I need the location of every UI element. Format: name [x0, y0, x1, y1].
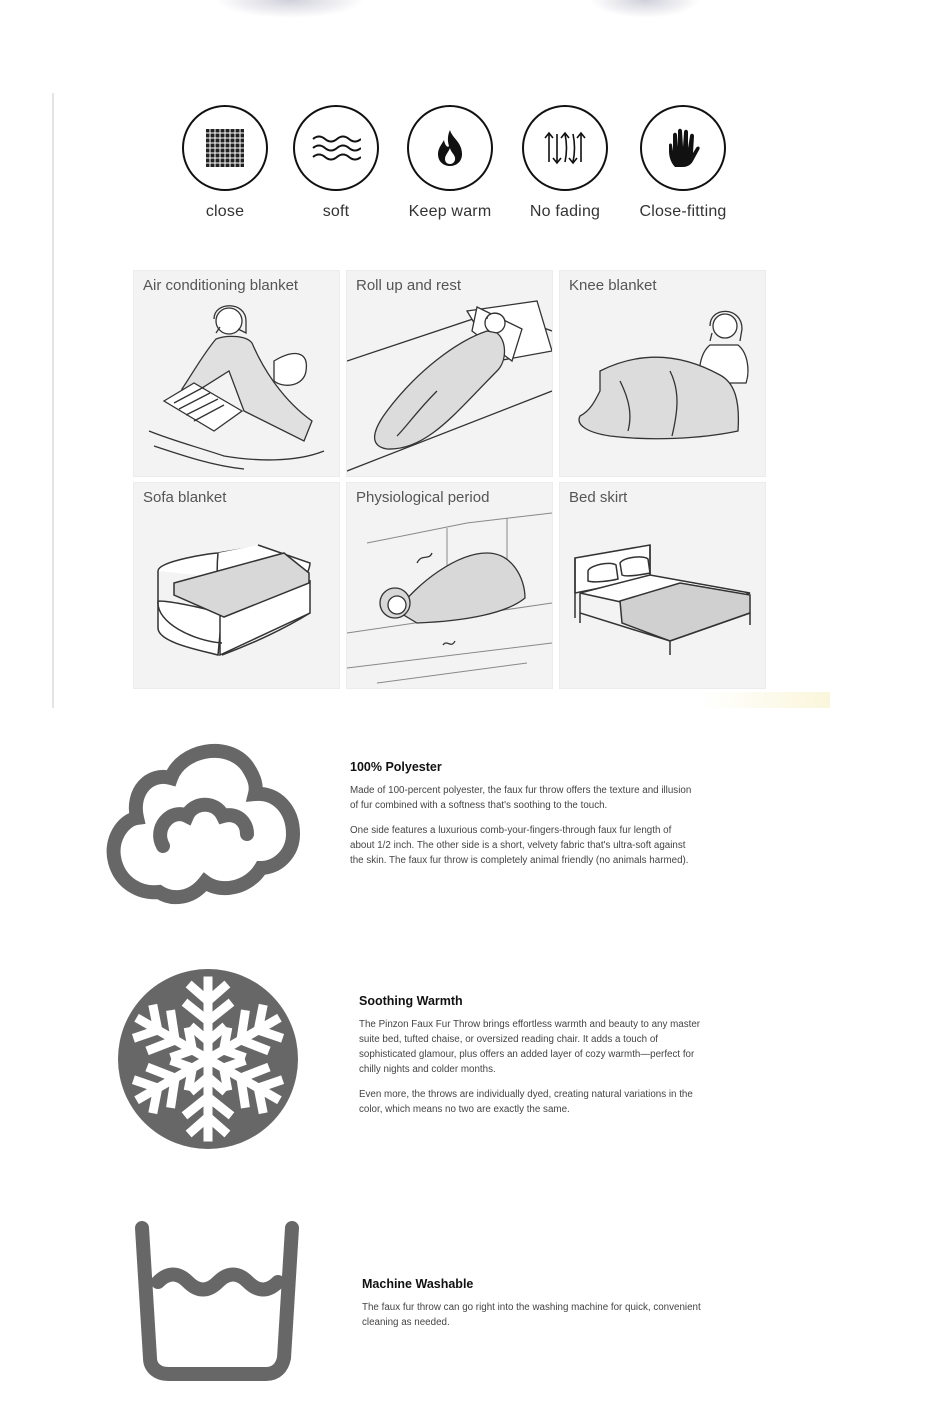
mesh-icon	[182, 105, 268, 191]
info-heading: 100% Polyester	[350, 760, 442, 774]
top-shadow-right	[590, 0, 700, 18]
feature-keep-warm	[390, 105, 510, 221]
info-polyester	[350, 760, 695, 878]
feature-close	[165, 105, 285, 221]
scene-air-conditioning	[133, 270, 340, 477]
hand-icon	[640, 105, 726, 191]
feature-label: close	[205, 203, 245, 220]
feature-soft	[276, 105, 396, 221]
info-warmth	[359, 994, 704, 1127]
glow-strip	[700, 692, 830, 708]
cloud-icon	[97, 742, 307, 917]
scene-bed-skirt	[559, 482, 766, 689]
wash-basin-icon	[132, 1220, 304, 1387]
info-paragraph: The faux fur throw can go right into the washing machine for quick, convenient cleaning as needed.	[362, 1302, 701, 1328]
info-paragraph: Even more, the throws are individually dyed, creating natural variations in the color, which means no two are exactly the same.	[359, 1089, 693, 1115]
top-shadow-left	[215, 0, 365, 18]
info-heading: Soothing Warmth	[359, 994, 463, 1008]
snowflake-icon	[116, 967, 300, 1156]
scene-roll-up	[346, 270, 553, 477]
scene-knee-blanket	[559, 270, 766, 477]
wave-icon	[293, 105, 379, 191]
scene-title: Bed skirt	[569, 489, 628, 506]
feature-no-fading	[505, 105, 625, 221]
scene-title: Physiological period	[356, 489, 490, 506]
feature-label: Keep warm	[408, 203, 492, 220]
info-heading: Machine Washable	[362, 1277, 474, 1291]
flame-icon	[407, 105, 493, 191]
info-paragraph: One side features a luxurious comb-your-fingers-through faux fur length of about 1/2 inch. The other side is a short, velvety fabric that's ultra-soft against the skin. The faux fur throw is completely animal friendly (no animals harmed).	[350, 825, 689, 866]
feature-label: Close-fitting	[639, 203, 727, 220]
scene-title: Sofa blanket	[143, 489, 227, 506]
scene-sofa-blanket	[133, 482, 340, 689]
info-paragraph: Made of 100-percent polyester, the faux fur throw offers the texture and illusion of fur combined with a softness that's soothing to the touch.	[350, 785, 692, 811]
info-paragraph: The Pinzon Faux Fur Throw brings effortless warmth and beauty to any master suite bed, tufted chaise, or oversized reading chair. It adds a touch of sophisticated glamour, plus offers an added layer of cozy warmth—perfect for chilly nights and colder months.	[359, 1019, 701, 1075]
scene-physiological-period	[346, 482, 553, 689]
feature-close-fitting	[623, 105, 743, 221]
feature-label: soft	[322, 203, 350, 220]
scene-title: Knee blanket	[569, 277, 657, 294]
feature-label: No fading	[529, 203, 601, 220]
scene-title: Roll up and rest	[356, 277, 462, 294]
arrows-icon	[522, 105, 608, 191]
info-washable	[362, 1277, 707, 1340]
scene-title: Air conditioning blanket	[143, 277, 299, 294]
